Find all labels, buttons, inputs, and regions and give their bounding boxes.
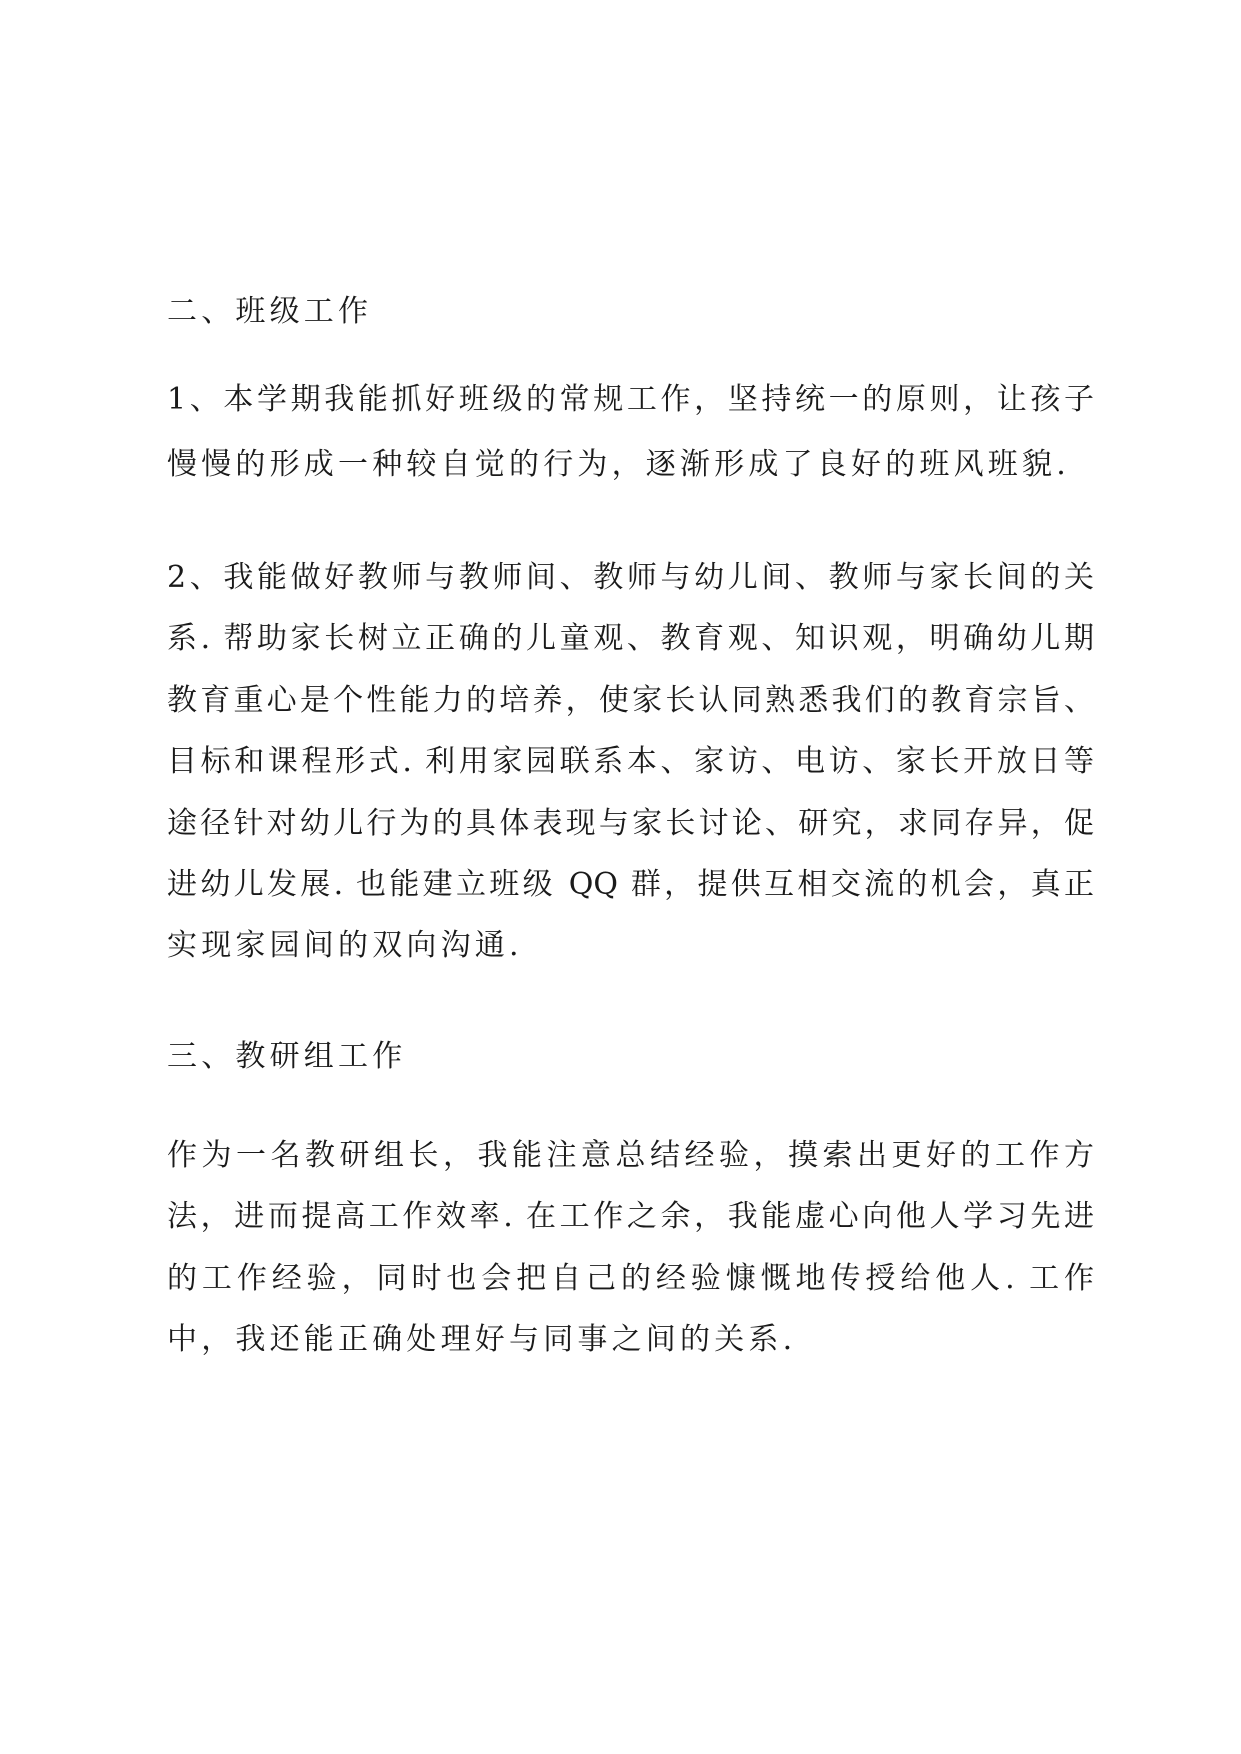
- paragraph-line: 系. 帮助家长树立正确的儿童观、教育观、知识观，明确幼儿期: [167, 621, 1094, 656]
- paragraph-line: 进幼儿发展. 也能建立班级 QQ 群，提供互相交流的机会，真正: [167, 867, 1094, 902]
- section-heading-research-group: 三、教研组工作: [167, 1039, 407, 1074]
- paragraph-line: 教育重心是个性能力的培养，使家长认同熟悉我们的教育宗旨、: [167, 683, 1094, 718]
- paragraph-line: 慢慢的形成一种较自觉的行为，逐渐形成了良好的班风班貌.: [167, 447, 1070, 482]
- paragraph-line: 2、我能做好教师与教师间、教师与幼儿间、教师与家长间的关: [167, 560, 1094, 595]
- paragraph-line: 作为一名教研组长，我能注意总结经验，摸索出更好的工作方: [167, 1138, 1094, 1173]
- paragraph-line: 法，进而提高工作效率. 在工作之余，我能虚心向他人学习先进: [167, 1199, 1094, 1234]
- section-heading-class-work: 二、班级工作: [167, 294, 373, 329]
- paragraph-line: 实现家园间的双向沟通.: [167, 928, 523, 963]
- paragraph-line: 中，我还能正确处理好与同事之间的关系.: [167, 1322, 797, 1357]
- paragraph-line: 途径针对幼儿行为的具体表现与家长讨论、研究，求同存异，促: [167, 806, 1094, 841]
- paragraph-line: 的工作经验，同时也会把自己的经验慷慨地传授给他人. 工作: [167, 1261, 1094, 1296]
- paragraph-line: 1、本学期我能抓好班级的常规工作，坚持统一的原则，让孩子: [167, 382, 1094, 417]
- paragraph-line: 目标和课程形式. 利用家园联系本、家访、电访、家长开放日等: [167, 744, 1094, 779]
